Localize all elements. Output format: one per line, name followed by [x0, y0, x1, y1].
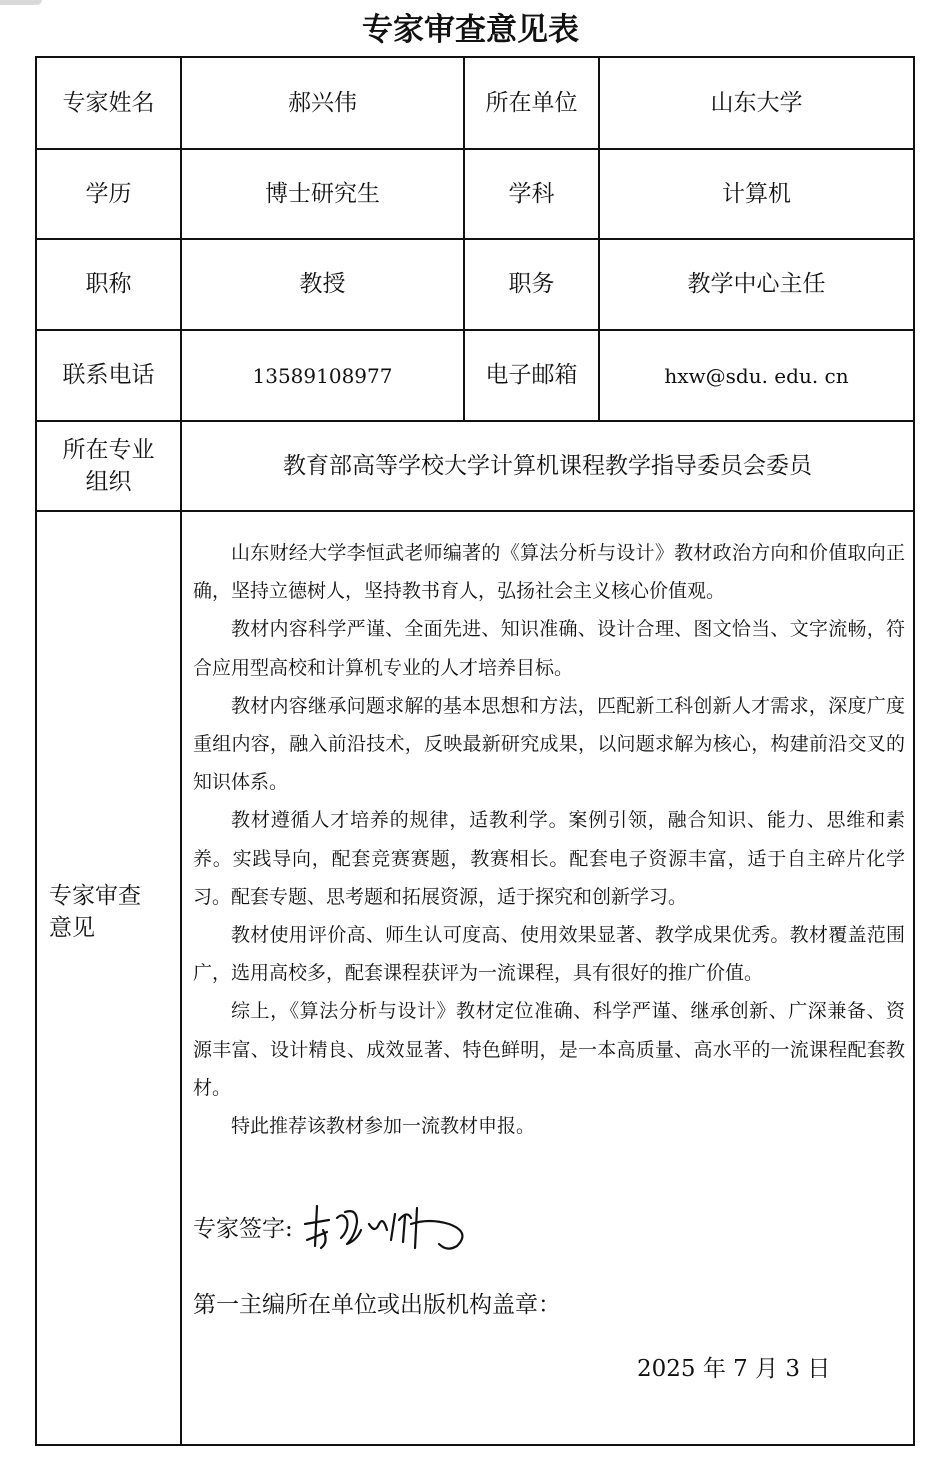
opinion-paragraph: 特此推荐该教材参加一流教材申报。 — [231, 1115, 536, 1138]
opinion-paragraph: 教材遵循人才培养的规律，适教利学。案例引领，融合知识、能力、思维和素养。实践导向，配套竞赛赛题，教赛相长。配套电子资源丰富，适于自主碎片化学习。配套专题、思考题和拓展资源，适于探究和创新学习。 — [193, 809, 905, 908]
label-discipline: 学科 — [508, 180, 555, 207]
label-review-opinion-line1: 专家审查 — [49, 882, 141, 909]
label-professional-org-line2: 组织 — [85, 469, 132, 495]
label-expert-name: 专家姓名 — [62, 89, 155, 116]
stamp-label: 第一主编所在单位或出版机构盖章： — [193, 1292, 561, 1318]
value-discipline: 计算机 — [722, 180, 791, 207]
review-opinion-text — [193, 534, 905, 1145]
label-education: 学历 — [85, 180, 132, 207]
label-organization: 所在单位 — [485, 89, 578, 116]
opinion-paragraph: 教材内容科学严谨、全面先进、知识准确、设计合理、图文恰当、文字流畅，符合应用型高校和计算机专业的人才培养目标。 — [193, 618, 905, 679]
value-expert-name: 郝兴伟 — [288, 89, 357, 116]
label-review-opinion — [37, 512, 180, 1312]
label-email: 电子邮箱 — [485, 362, 578, 389]
date: 2025 年 7 月 3 日 — [637, 1356, 831, 1382]
label-professional-org-line1: 所在专业 — [62, 436, 155, 463]
opinion-paragraph: 教材内容继承问题求解的基本思想和方法，匹配新工科创新人才需求，深度广度重组内容，融入前沿技术，反映最新研究成果，以问题求解为核心，构建前沿交叉的知识体系。 — [193, 694, 905, 794]
label-title: 职称 — [85, 271, 132, 298]
value-title: 教授 — [299, 271, 346, 298]
label-professional-org — [37, 422, 180, 510]
page-title: 专家审查意见表 — [362, 12, 579, 48]
review-table — [35, 56, 915, 1446]
handwritten-signature — [299, 1190, 474, 1260]
opinion-paragraph: 教材使用评价高、师生认可度高、使用效果显著、教学成果优秀。教材覆盖范围广，选用高校多，配套课程获评为一流课程，具有很好的推广价值。 — [193, 924, 905, 985]
value-organization: 山东大学 — [710, 89, 803, 116]
value-professional-org: 教育部高等学校大学计算机课程教学指导委员会委员 — [283, 452, 812, 479]
label-phone: 联系电话 — [62, 362, 155, 389]
opinion-paragraph: 综上，《算法分析与设计》教材定位准确、科学严谨、继承创新、广深兼备、资源丰富、设计精良、成效显著、特色鲜明，是一本高质量、高水平的一流课程配套教材。 — [193, 1000, 905, 1099]
value-email: hxw@sdu. edu. cn — [664, 363, 849, 388]
opinion-paragraph: 山东财经大学李恒武老师编著的《算法分析与设计》教材政治方向和价值取向正确，坚持立德树人，坚持教书育人，弘扬社会主义核心价值观。 — [193, 542, 905, 603]
label-review-opinion-line2: 意见 — [49, 915, 95, 941]
label-position: 职务 — [508, 271, 555, 298]
value-education: 博士研究生 — [265, 180, 380, 207]
value-phone: 13589108977 — [252, 363, 393, 388]
signature-label: 专家签字: — [193, 1216, 293, 1242]
value-position: 教学中心主任 — [687, 271, 826, 298]
